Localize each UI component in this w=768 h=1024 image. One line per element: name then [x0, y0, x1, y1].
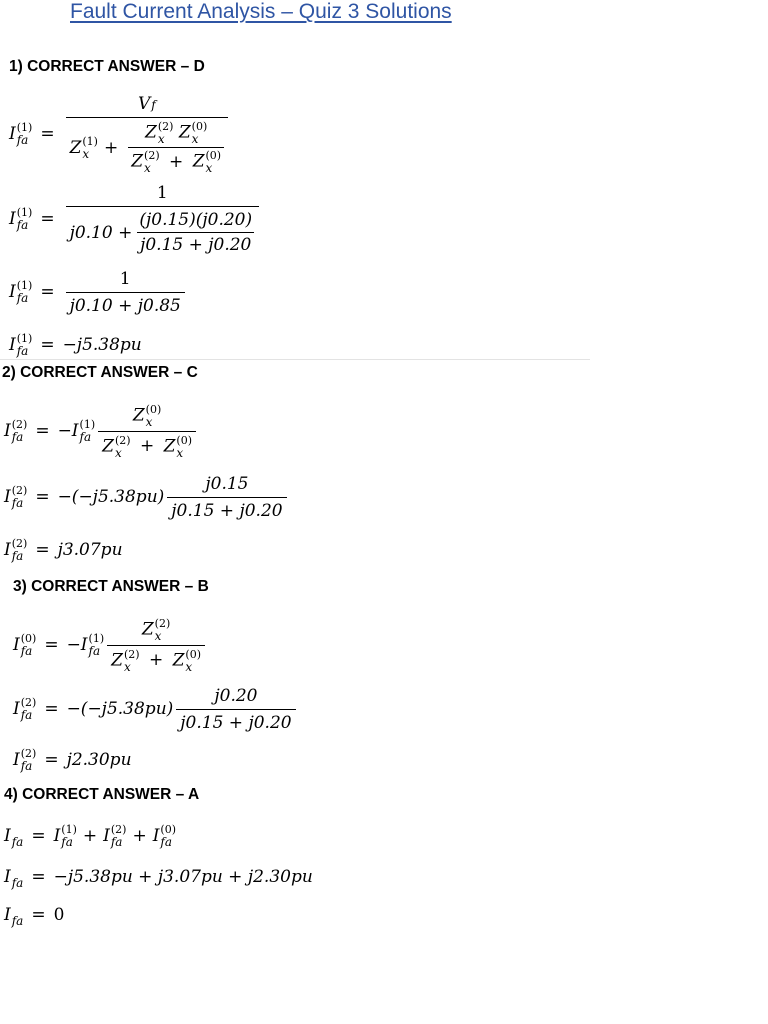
factor-term: −I (1) fa [66, 632, 105, 658]
equals-sign: = [40, 124, 55, 144]
result-value: j2.30pu [66, 750, 132, 770]
result-value: −j5.38pu [62, 335, 142, 355]
main-fraction: Z (0) x Z (2) x + Z (0) x [98, 404, 196, 459]
lhs-term: I (2) fa [4, 418, 28, 444]
lhs-term: I (1) fa [9, 206, 33, 232]
lhs-term: I (2) fa [13, 747, 37, 773]
main-fraction: $\frac{j0.20}{j0.15 + j0.20}$ [176, 686, 295, 733]
equation-1-1 [9, 88, 231, 180]
main-fraction: $\frac{j0.15}{j0.15 + j0.20}$ [167, 474, 286, 521]
main-fraction: Z (2) x Z (2) x + Z (0) x [107, 618, 205, 673]
equation-4-3: I fa = 0 [4, 905, 65, 928]
lhs-term: I (1) fa [9, 121, 33, 147]
section-4-heading: 4) CORRECT ANSWER – A [4, 786, 200, 803]
sum-expression: −j5.38pu + j3.07pu + j2.30pu [53, 867, 313, 887]
lhs-term: I fa [4, 905, 24, 928]
equation-1-2: I (1) fa = 1 j0.10 + $\frac{(j0.15)(j0.20)}{j0.15 + j0.20}$ [9, 184, 262, 254]
lhs-term: I (2) fa [4, 484, 28, 510]
lhs-term: I (2) fa [4, 537, 28, 563]
equation-4-2: I fa = −j5.38pu + j3.07pu + j2.30pu [4, 867, 313, 890]
main-fraction: 1 j0.10 + $\frac{(j0.15)(j0.20)}{j0.15 + j0.20}$ [66, 183, 260, 255]
equation-2-3: I (2) fa = j3.07pu [4, 537, 123, 563]
equation-2-2: I (2) fa = −(−j5.38pu) $\frac{j0.15}{j0.15 + j0.20}$ [4, 470, 290, 524]
equation-3-2: I (2) fa = −(−j5.38pu) $\frac{j0.20}{j0.15 + j0.20}$ [13, 682, 299, 736]
lhs-term: I fa [4, 826, 24, 849]
equation-4-1: I fa = I (1) fa + I (2) fa + I (0) fa [4, 823, 177, 849]
equation-2-1: I (2) fa = −I (1) fa Z (0) x Z (2) x + Z (0) x [4, 396, 199, 466]
main-fraction: V f Z (1) x + Z (2) x Z (0) x Z (2) x + Z (0) x [66, 94, 229, 174]
lhs-term: I (0) fa [13, 632, 37, 658]
main-fraction: $\frac{1}{j0.10 + j0.85}$ [66, 269, 185, 316]
factor-term: −I (1) fa [57, 418, 96, 444]
equation-3-3: I (2) fa = j2.30pu [13, 747, 132, 773]
section-2-heading: 2) CORRECT ANSWER – C [2, 364, 198, 381]
equation-1-4: I (1) fa = −j5.38pu [9, 332, 142, 358]
result-value: j3.07pu [57, 540, 123, 560]
lhs-term: I (1) fa [9, 332, 33, 358]
equation-3-1: I (0) fa = −I (1) fa Z (2) x Z (2) x + Z (0) x [13, 610, 208, 680]
page-title: Fault Current Analysis – Quiz 3 Solutions [70, 0, 452, 23]
equation-1-3: I (1) fa = $\frac{1}{j0.10 + j0.85}$ [9, 266, 188, 318]
lhs-term: I (2) fa [13, 696, 37, 722]
lhs-term: I (1) fa [9, 279, 33, 305]
lhs-term: I fa [4, 867, 24, 890]
section-3-heading: 3) CORRECT ANSWER – B [13, 578, 209, 595]
result-value: 0 [53, 905, 65, 925]
divider [0, 359, 590, 360]
section-1-heading: 1) CORRECT ANSWER – D [9, 58, 205, 75]
